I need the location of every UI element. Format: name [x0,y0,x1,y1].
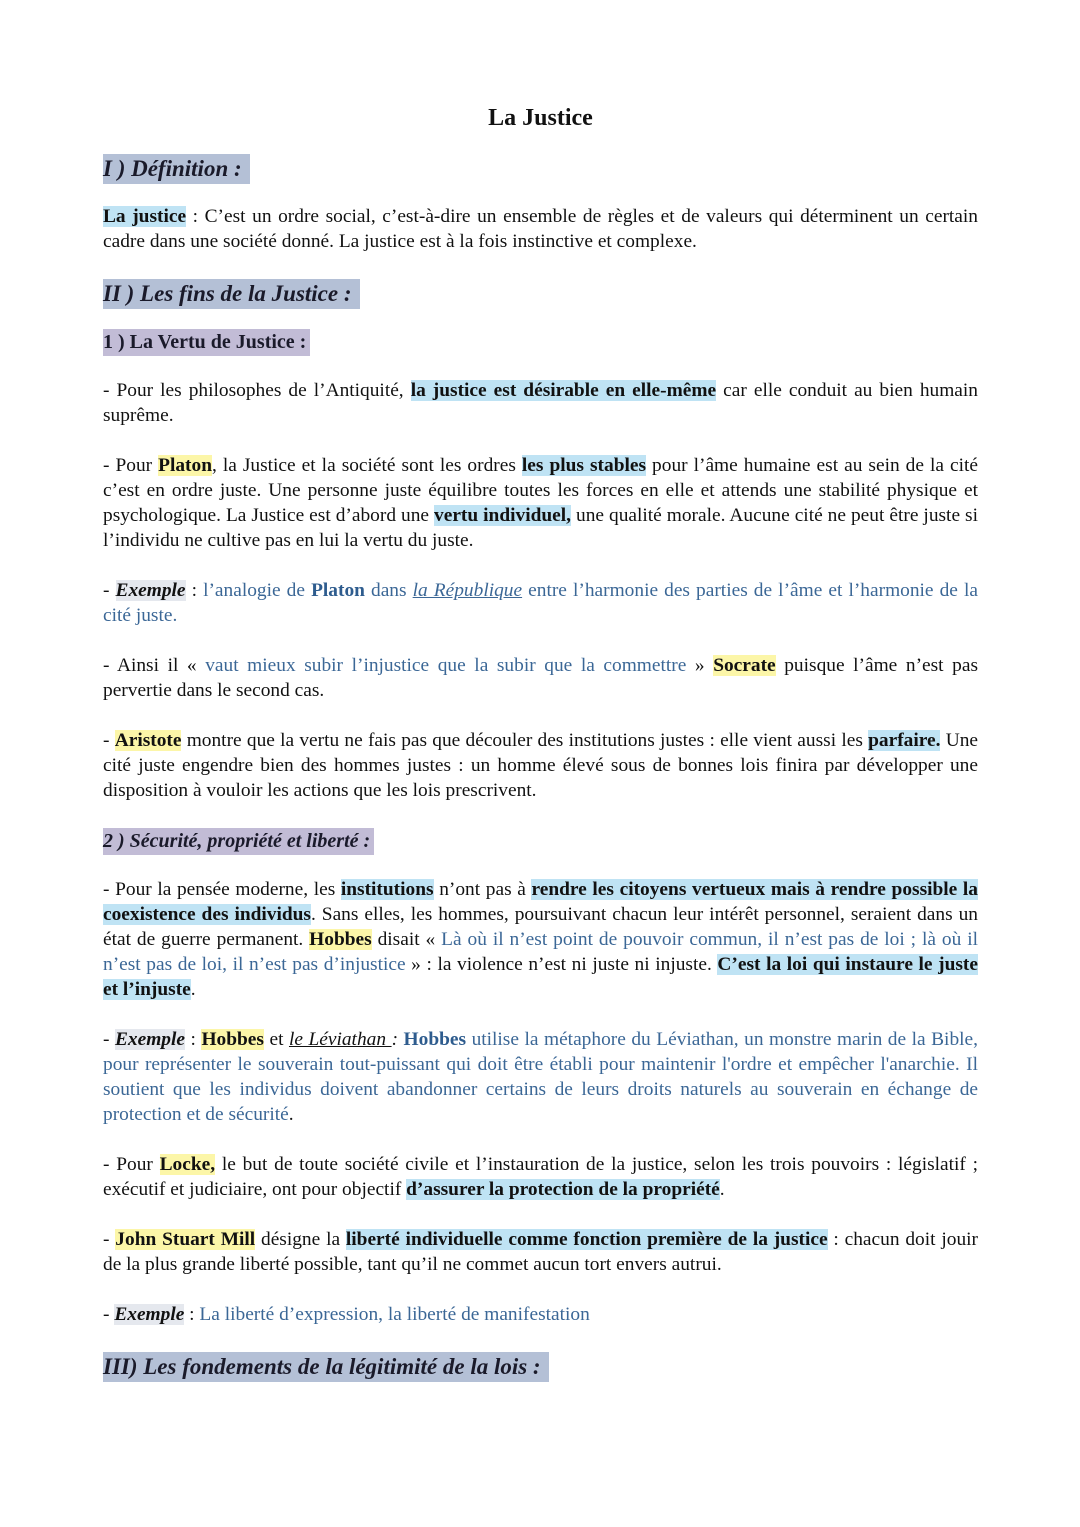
paragraph-aristote: - Aristote montre que la vertu ne fais pas que découler des institutions justes : elle vient aussi les parfaire. Une cité juste engendre bien des hommes justes : un homme élevé sous de bonnes lois finira par développer une disposition à vouloir les actions que les lois prescrivent. [103,730,978,801]
quote: vaut mieux subir l’injustice que la subir que la commettre [205,655,687,676]
highlight: parfaire. [868,730,941,751]
highlight: les plus stables [521,455,647,476]
paragraph-socrate: - Ainsi il « vaut mieux subir l’injustice que la subir que la commettre » Socrate puisque l’âme n’est pas pervertie dans le second cas. [103,655,978,701]
paragraph-exemple-hobbes: - Exemple : Hobbes et le Léviathan : Hobbes utilise la métaphore du Léviathan, un monstre marin de la Bible, pour représenter le souverain tout-puissant qui doit être établi pour maintenir l'ordre et empêcher l'anarchie. Il soutient que les individus doivent abandonner certains de leurs droits naturels au souverain en échange de protection et de sécurité. [103,1029,978,1125]
highlight: d’assurer la protection de la propriété [406,1179,720,1200]
paragraph-exemple-platon: - Exemple : l’analogie de Platon dans la République entre l’harmonie des parties de l’âme et l’harmonie de la cité juste. [103,580,978,626]
paragraph-definition: La justice : C’est un ordre social, c’est-à-dire un ensemble de règles et de valeurs qui déterminent un certain cadre dans une société donné. La justice est à la fois instinctive et complexe. [103,206,978,252]
highlight: liberté individuelle comme fonction première de la justice [345,1229,828,1250]
section-2 [103,279,978,1327]
paragraph-moderne: - Pour la pensée moderne, les institutions n’ont pas à rendre les citoyens vertueux mais à rendre possible la coexistence des individus. Sans elles, les hommes, poursuivant chacun leur intérêt personnel, seraient dans un état de guerre permanent. Hobbes disait « Là où il n’est point de pouvoir commun, il n’est pas de loi ; là où il n’est pas de loi, il n’est pas d’injustice » : la violence n’est ni juste ni injuste. C’est la loi qui instaure le juste et l’injuste. [103,879,978,1000]
section-heading-fondements: III) Les fondements de la légitimité de la lois : [103,1352,549,1382]
section-1 [103,154,978,254]
subsection-heading-securite: 2 ) Sécurité, propriété et liberté : [103,828,374,855]
paragraph-locke: - Pour Locke, le but de toute société civile et l’instauration de la justice, selon les trois pouvoirs : législatif ; exécutif et judiciaire, ont pour objectif d’assurer la protection de la propriété. [103,1154,978,1200]
paragraph-antiquite: - Pour les philosophes de l’Antiquité, la justice est désirable en elle-même car elle conduit au bien humain suprême. [103,380,978,426]
name-highlight: Locke, [159,1154,216,1175]
name-highlight: John Stuart Mill [115,1229,256,1250]
highlight: la justice est désirable en elle-même [410,380,717,401]
subsection-heading-vertu: 1 ) La Vertu de Justice : [103,329,310,356]
highlight: vertu individuel, [434,505,572,526]
section-3 [103,1352,978,1382]
work-title: le Léviathan [288,1029,392,1050]
name-highlight: Platon [158,455,212,476]
highlight: C’est la loi qui instaure le juste et l’injuste [103,954,978,1000]
section-heading-definition: I ) Définition : [103,154,250,184]
work-title: la République [412,580,523,601]
name-highlight: Aristote [114,730,182,751]
name-highlight: Socrate [713,655,776,676]
section-heading-fins: II ) Les fins de la Justice : [103,279,360,309]
example-label: Exemple [115,580,186,601]
highlight: rendre les citoyens vertueux mais à rendre possible la coexistence des individus [103,879,978,925]
name-highlight: Hobbes [201,1029,264,1050]
example-label: Exemple [114,1304,185,1325]
highlight: institutions [340,879,434,900]
paragraph-mill: - John Stuart Mill désigne la liberté individuelle comme fonction première de la justice : chacun doit jouir de la plus grande liberté possible, tant qu’il ne commet aucun tort envers autrui. [103,1229,978,1275]
paragraph-platon: - Pour Platon, la Justice et la société sont les ordres les plus stables pour l’âme humaine est au sein de la cité c’est en ordre juste. Une personne juste équilibre toutes les forces en elle et attends une stabilité physique et psychologique. La Justice est d’abord une vertu individuel, une qualité morale. Aucune cité ne peut être juste si l’individu ne cultive pas en lui la vertu du juste. [103,455,978,551]
term-highlight: La justice [103,206,187,227]
document-page [103,100,978,1382]
quote: Là où il n’est point de pouvoir commun, il n’est pas de loi ; là où il n’est pas de loi, il n’est pas d’injustice [103,929,978,975]
document-title: La Justice [488,105,593,131]
paragraph-exemple-liberte: - Exemple : La liberté d’expression, la liberté de manifestation [103,1304,590,1325]
example-label: Exemple [114,1029,185,1050]
name-highlight: Hobbes [309,929,372,950]
